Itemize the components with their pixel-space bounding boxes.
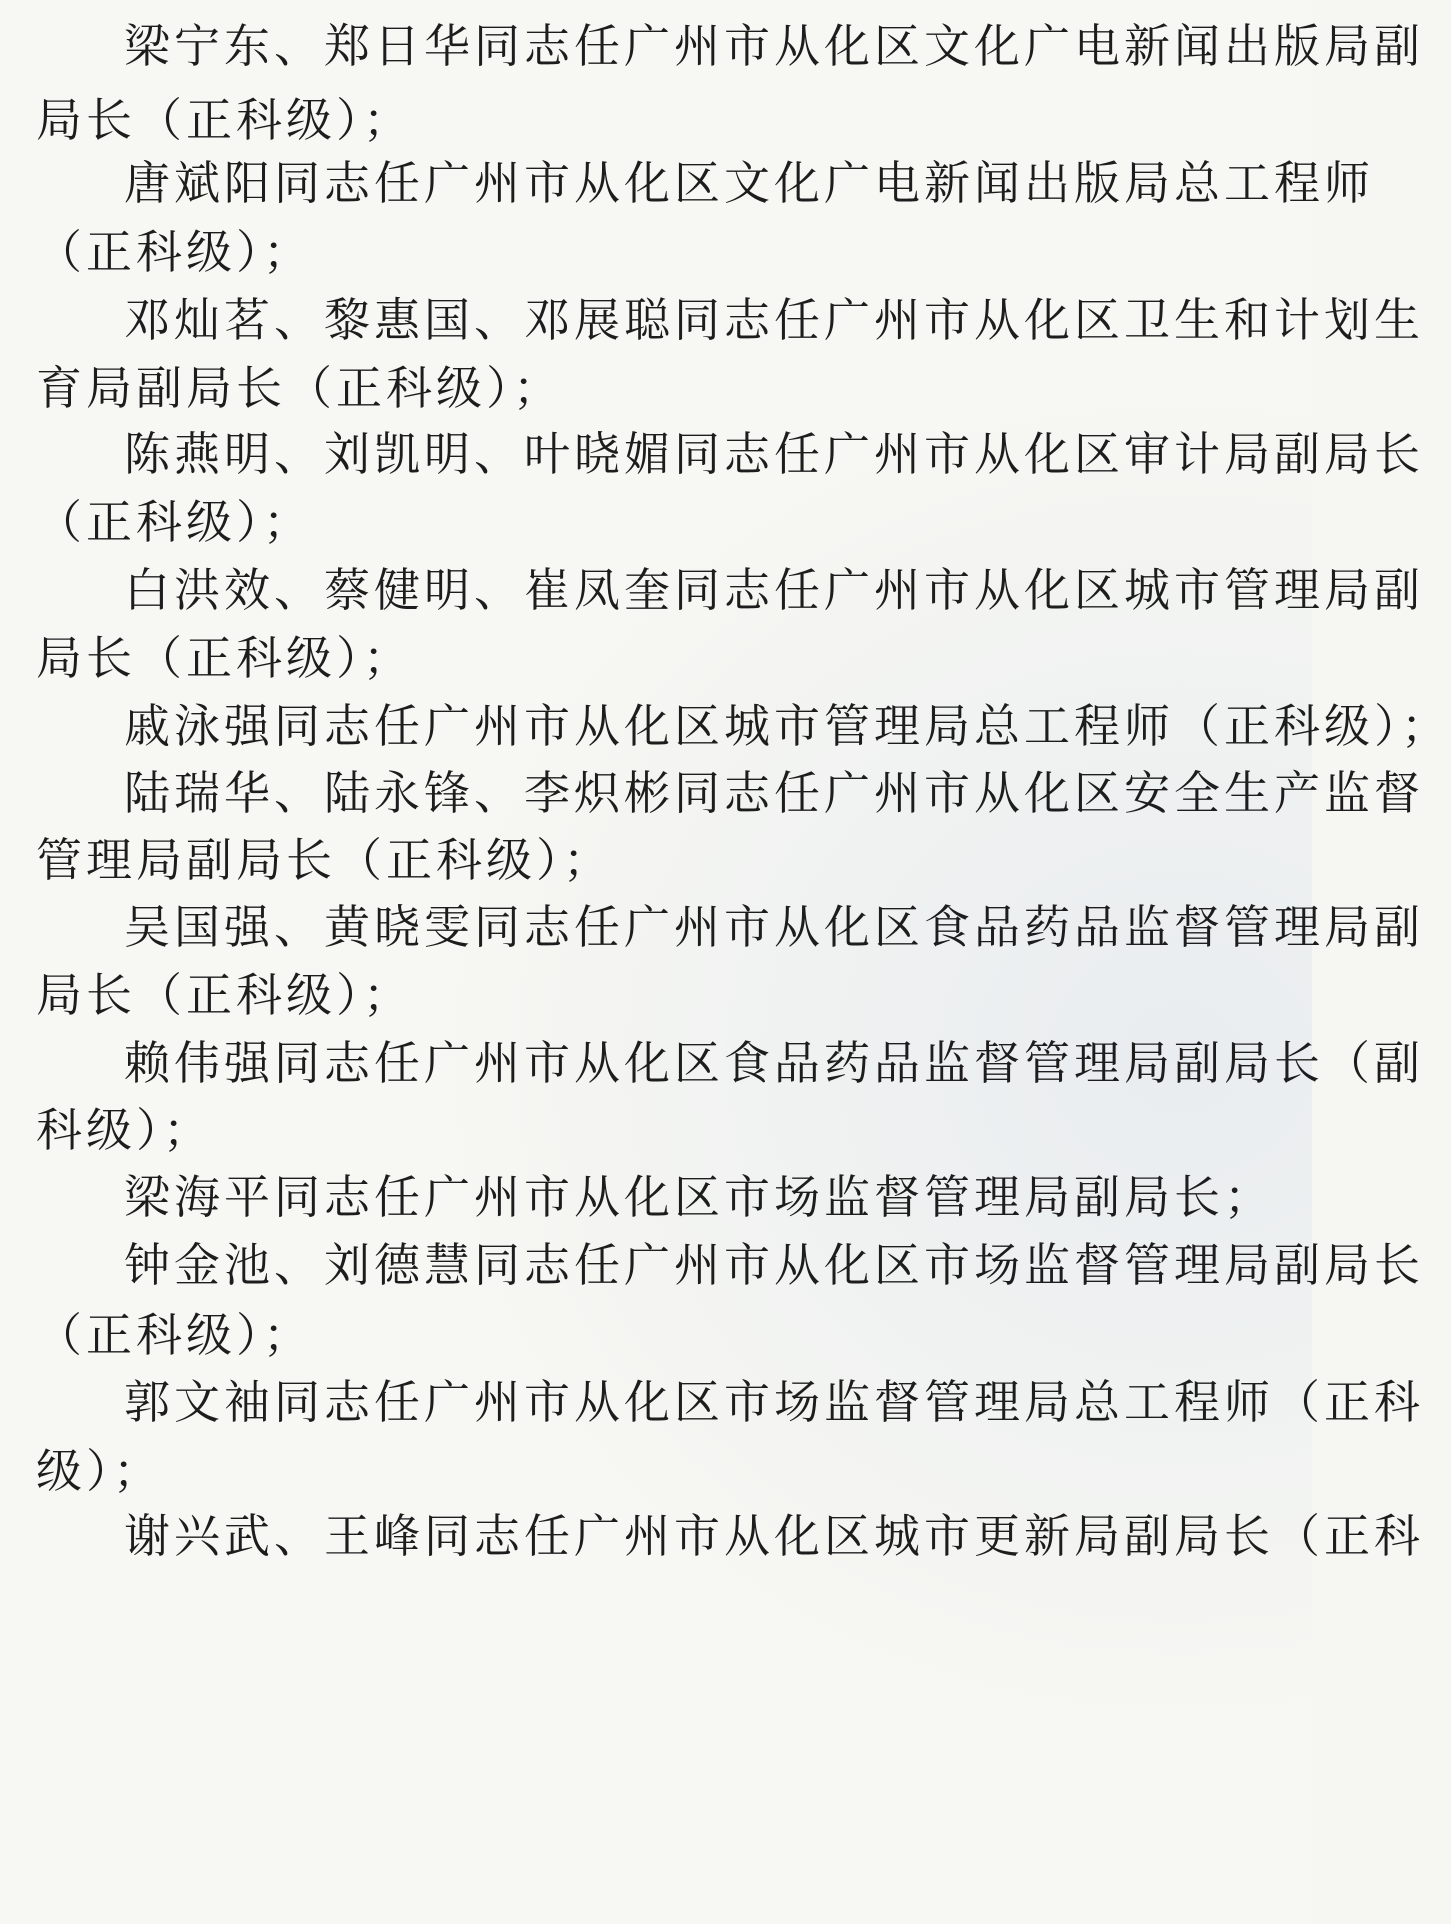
appointment-line: 郭文袖同志任广州市从化区市场监督管理局总工程师（正科 bbox=[124, 1375, 1424, 1429]
appointment-line: 唐斌阳同志任广州市从化区文化广电新闻出版局总工程师 bbox=[124, 156, 1374, 210]
appointment-line: 邓灿茗、黎惠国、邓展聪同志任广州市从化区卫生和计划生 bbox=[124, 293, 1424, 347]
appointment-line: 陆瑞华、陆永锋、李炽彬同志任广州市从化区安全生产监督 bbox=[124, 766, 1424, 820]
appointment-line: 管理局副局长（正科级）； bbox=[36, 833, 613, 887]
appointment-line: 级）； bbox=[36, 1444, 163, 1498]
appointment-line: （正科级）； bbox=[36, 225, 313, 279]
appointment-line: 赖伟强同志任广州市从化区食品药品监督管理局副局长（副 bbox=[124, 1036, 1424, 1090]
appointment-line: （正科级）； bbox=[36, 1308, 313, 1362]
appointment-line: 局长（正科级）； bbox=[36, 968, 413, 1022]
appointment-line: 白洪效、蔡健明、崔凤奎同志任广州市从化区城市管理局副 bbox=[124, 563, 1424, 617]
appointment-line: 钟金池、刘德慧同志任广州市从化区市场监督管理局副局长 bbox=[124, 1238, 1424, 1292]
appointment-line: 局长（正科级）； bbox=[36, 631, 413, 685]
appointment-line: 梁海平同志任广州市从化区市场监督管理局副局长； bbox=[124, 1170, 1274, 1224]
appointment-line: 局长（正科级）； bbox=[36, 93, 413, 147]
appointment-line: 育局副局长（正科级）； bbox=[36, 361, 563, 415]
appointment-line: 梁宁东、郑日华同志任广州市从化区文化广电新闻出版局副 bbox=[124, 19, 1424, 73]
appointment-line: 陈燕明、刘凯明、叶晓媚同志任广州市从化区审计局副局长 bbox=[124, 427, 1424, 481]
appointment-line: 吴国强、黄晓雯同志任广州市从化区食品药品监督管理局副 bbox=[124, 900, 1424, 954]
appointment-line: 科级）； bbox=[36, 1103, 213, 1157]
appointment-line: 戚泳强同志任广州市从化区城市管理局总工程师（正科级）； bbox=[124, 699, 1451, 753]
appointment-line: （正科级）； bbox=[36, 495, 313, 549]
appointment-line: 谢兴武、王峰同志任广州市从化区城市更新局副局长（正科 bbox=[124, 1509, 1424, 1563]
